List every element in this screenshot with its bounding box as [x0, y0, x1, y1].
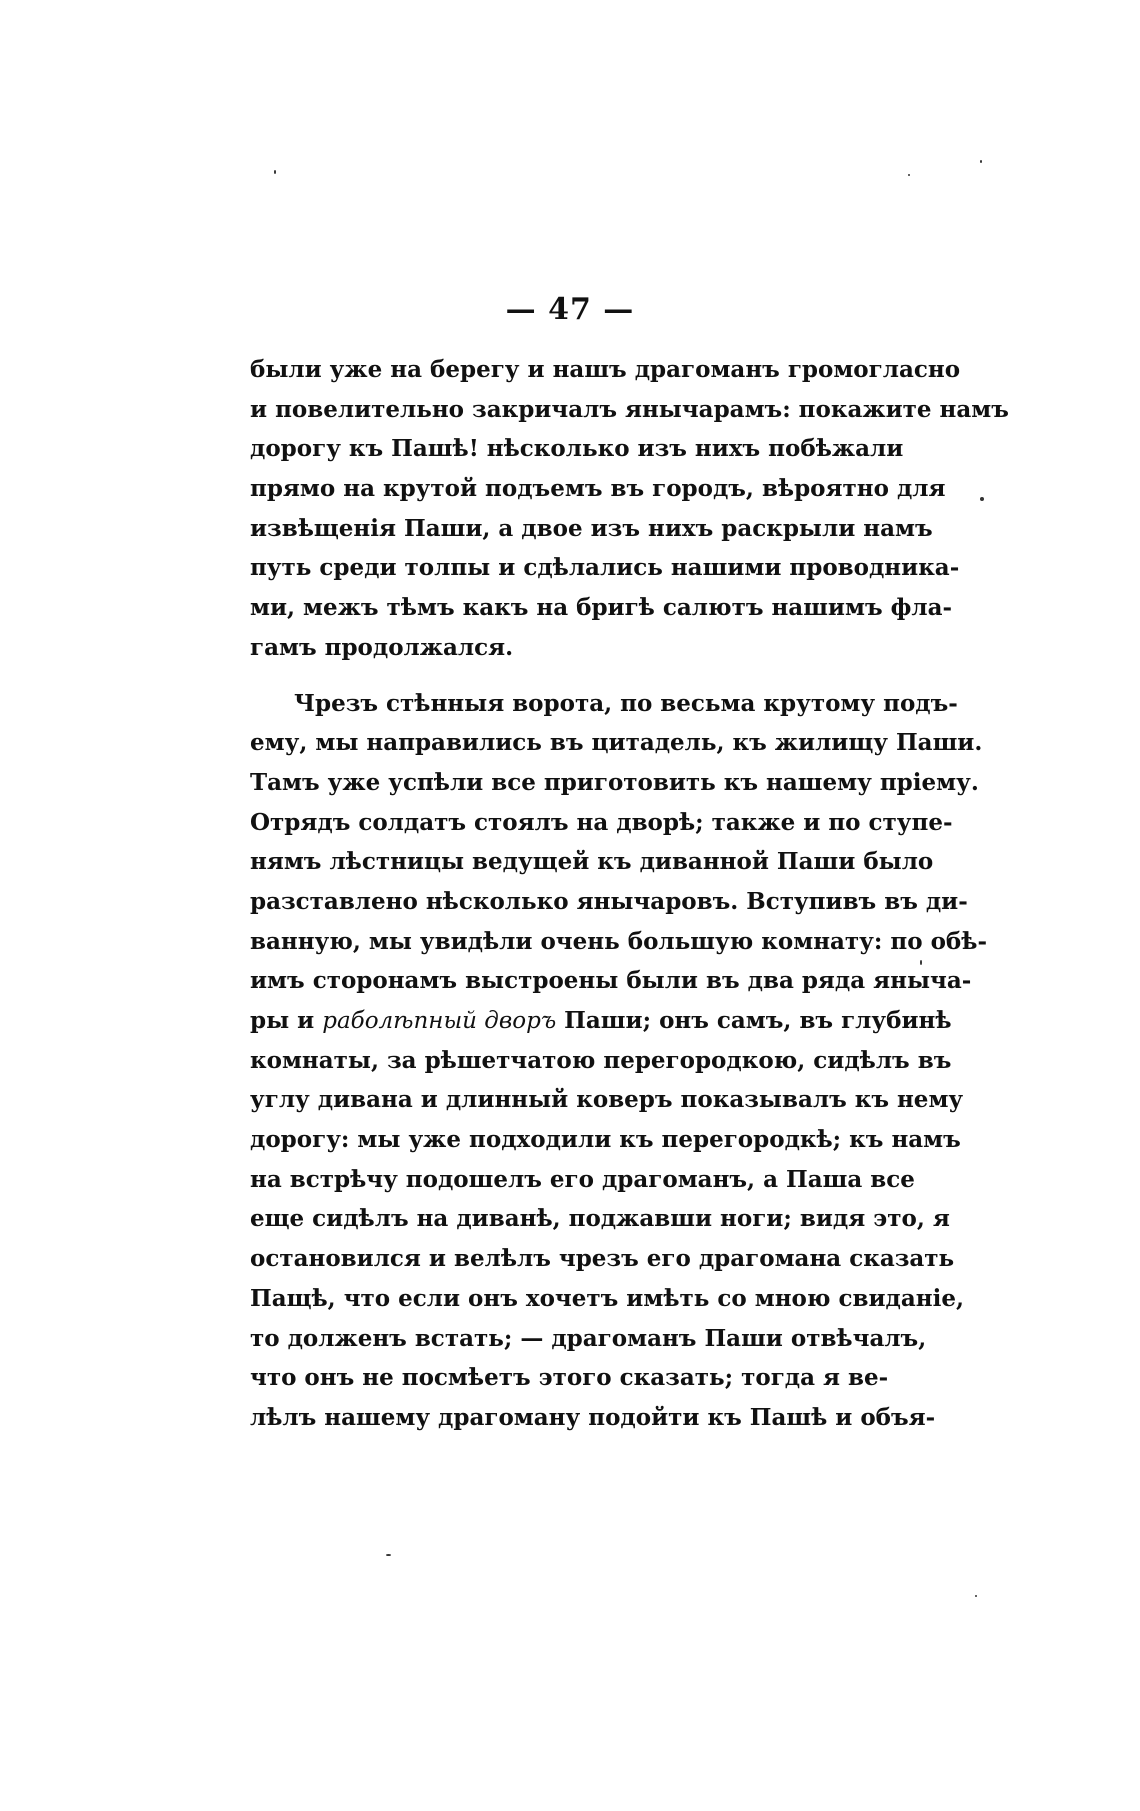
print-speck	[980, 497, 984, 501]
text-line-italic	[250, 1001, 952, 1041]
print-speck	[980, 160, 982, 163]
text-line: комнаты, за рѣшетчатою перегородкою, сидѣлъ въ	[250, 1046, 952, 1074]
print-speck	[975, 1595, 977, 1597]
text-line: Отрядъ солдатъ стоялъ на дворѣ; также и по ступе-	[250, 808, 953, 836]
text-line: ему, мы направились въ цитадель, къ жилищу Паши.	[250, 729, 983, 757]
text-line: имъ сторонамъ выстроены были въ два ряда янычa-	[250, 967, 972, 995]
text-line: путь среди толпы и сдѣлались нашими проводника-	[250, 554, 960, 582]
text-line: извѣщенія Паши, а двое изъ нихъ раскрыли намъ	[250, 514, 933, 542]
text-line: и повелительно закричалъ янычарамъ: покажите намъ	[250, 395, 1009, 423]
text-line: остановился и велѣлъ чрезъ его драгомана сказать	[250, 1245, 955, 1273]
text-line: разставлено нѣсколько янычаровъ. Вступивъ въ ди-	[250, 887, 968, 915]
text-line: были уже на берегу и нашъ драгоманъ громогласно	[250, 356, 961, 383]
body-text	[250, 350, 1009, 1438]
text-line: нямъ лѣстницы ведущей къ диванной Паши было	[250, 848, 934, 876]
text-line: Тамъ уже успѣли все приготовить къ нашему пріему.	[250, 768, 979, 796]
text-line: что онъ не посмѣетъ этого сказать; тогда я ве-	[250, 1364, 889, 1392]
print-speck	[908, 174, 910, 176]
text-line: на встрѣчу подошелъ его драгоманъ, а Паша все	[250, 1165, 915, 1193]
text-line: лѣлъ нашему драгоману подойти къ Пашѣ и объя-	[250, 1403, 936, 1431]
print-speck	[920, 960, 922, 965]
italic-phrase: раболѣпный дворъ	[322, 1008, 557, 1034]
print-speck	[386, 1554, 391, 1556]
text-line: дорогу: мы уже подходили къ перегородкѣ; къ намъ	[250, 1126, 961, 1154]
text-segment: ры и	[250, 1007, 323, 1034]
text-line: то долженъ встать; — драгоманъ Паши отвѣчалъ,	[250, 1324, 927, 1352]
text-line: гамъ продолжался.	[250, 633, 514, 661]
text-segment: Паши; онъ самъ, въ глубинѣ	[556, 1007, 952, 1034]
text-line: углу дивана и длинный коверъ показывалъ къ нему	[250, 1086, 964, 1114]
text-line: дорогу къ Пашѣ! нѣсколько изъ нихъ побѣжали	[250, 435, 904, 463]
text-line: ванную, мы увидѣли очень большую комнату: по обѣ-	[250, 927, 987, 955]
text-line: прямо на крутой подъемъ въ городъ, вѣроятно для	[250, 475, 946, 503]
text-line: еще сидѣлъ на диванѣ, поджавши ноги; видя это, я	[250, 1205, 950, 1233]
text-line: ми, межъ тѣмъ какъ на бригѣ салютъ нашимъ фла-	[250, 594, 953, 622]
text-line: Чрезъ стѣнныя ворота, по весьма крутому подъ-	[294, 689, 958, 717]
paragraph-1	[250, 350, 1009, 668]
text-line: Пащѣ, что если онъ хочетъ имѣть со мною свиданіе,	[250, 1284, 964, 1312]
paragraph-gap	[250, 668, 882, 684]
page-number: — 47 —	[505, 292, 635, 327]
print-speck	[274, 170, 276, 174]
paragraph-2	[250, 684, 987, 1438]
